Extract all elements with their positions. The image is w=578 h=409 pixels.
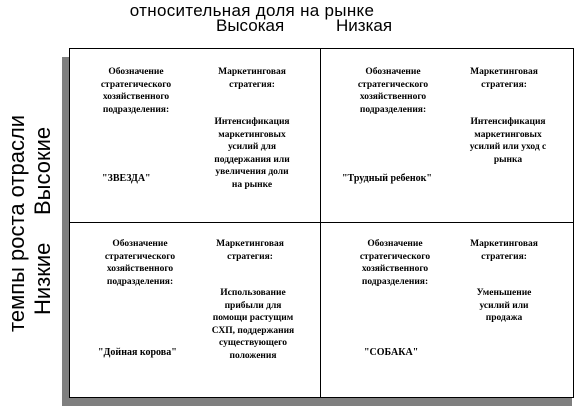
industry-growth-title: темпы роста отрасли <box>4 114 29 332</box>
question-name: "Трудный ребенок" <box>342 173 432 184</box>
relative-market-share-title: относительная доля на рынке <box>129 1 375 20</box>
question-strategy-text: Интенсификация маркетинговых усилий или уход с рынка <box>469 117 547 165</box>
matrix-horizontal-divider <box>69 222 574 223</box>
cashcow-strategy-label: Маркетинговая стратегия: <box>216 239 284 262</box>
dog-strategy-label: Маркетинговая стратегия: <box>470 239 538 262</box>
cashcow-designation-label: Обозначение стратегического хозяйственного подразделения: <box>104 239 176 287</box>
dog-designation-label: Обозначение стратегического хозяйственного подразделения: <box>359 239 431 287</box>
star-name: "ЗВЕЗДА" <box>102 173 151 184</box>
cashcow-name: "Дойная корова" <box>98 347 177 358</box>
dog-name: "СОБАКА" <box>364 347 419 358</box>
question-strategy-label: Маркетинговая стратегия: <box>470 67 538 90</box>
growth-high-label: Высокие <box>30 126 55 215</box>
matrix-vertical-divider <box>320 48 321 398</box>
growth-low-label: Низкие <box>30 242 55 315</box>
star-designation-label: Обозначение стратегического хозяйственного подразделения: <box>100 67 172 115</box>
market-share-high-label: Высокая <box>216 16 285 35</box>
star-strategy-label: Маркетинговая стратегия: <box>218 67 286 90</box>
dog-strategy-text: Уменьшение усилий или продажа <box>476 288 532 323</box>
star-strategy-text: Интенсификация маркетинговых усилий для поддержания или увеличения доли на рынке <box>214 117 290 190</box>
cashcow-strategy-text: Использование прибыли для помощи растущим СХП, поддержания существующего положения <box>211 288 295 361</box>
market-share-low-label: Низкая <box>336 16 393 35</box>
question-designation-label: Обозначение стратегического хозяйственного подразделения: <box>357 67 429 115</box>
